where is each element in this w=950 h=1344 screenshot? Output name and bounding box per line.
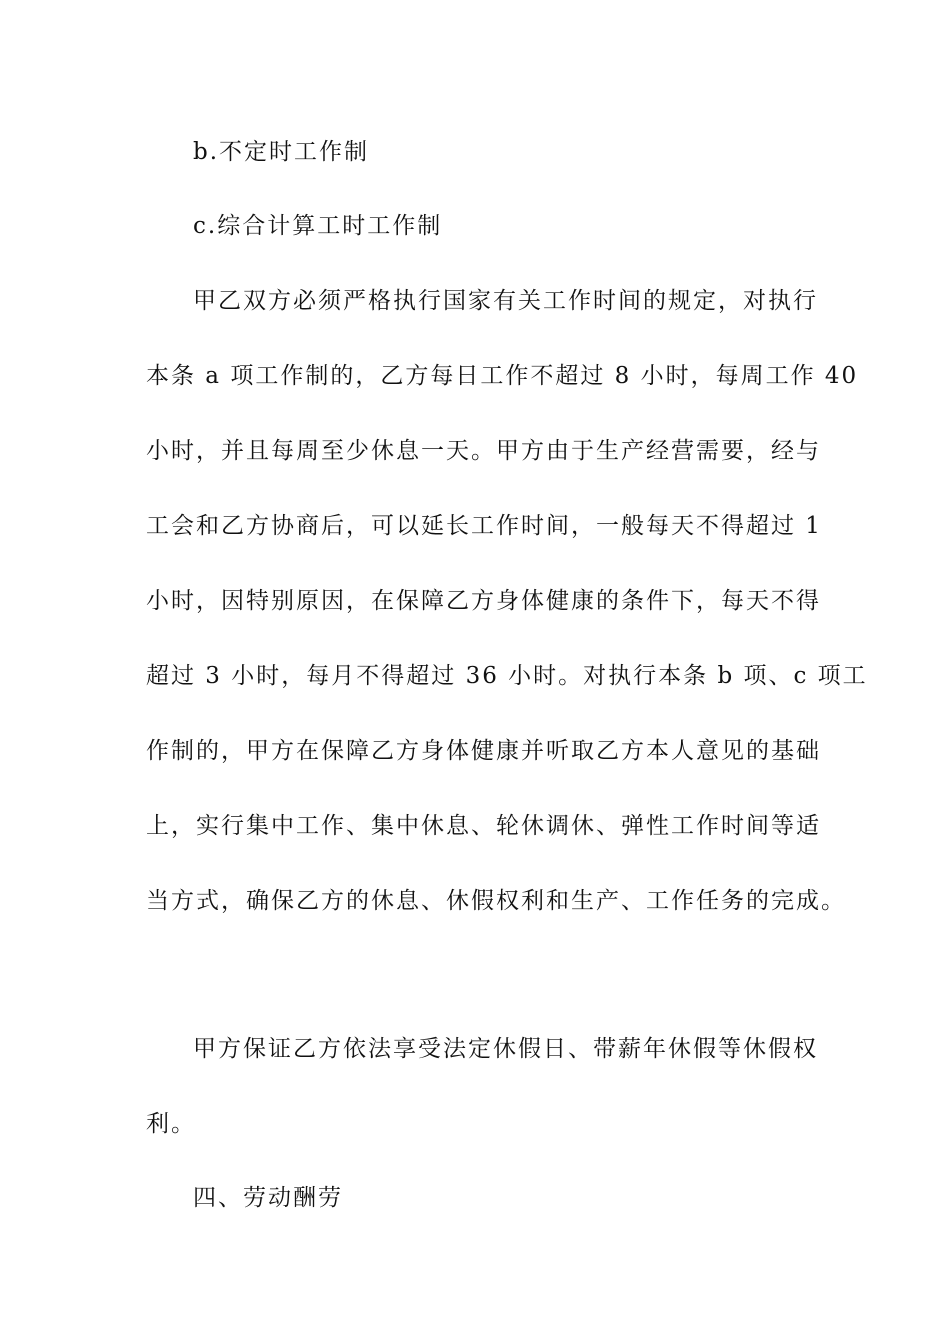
paragraph-line-3: 甲乙双方必须严格执行国家有关工作时间的规定，对执行 [193, 288, 818, 314]
paragraph-line-5: 小时，并且每周至少休息一天。甲方由于生产经营需要，经与 [146, 438, 821, 464]
paragraph-line-2: c.综合计算工时工作制 [193, 213, 443, 239]
paragraph-line-4: 本条 a 项工作制的，乙方每日工作不超过 8 小时，每周工作 40 [146, 363, 859, 389]
paragraph-line-10: 上，实行集中工作、集中休息、轮休调休、弹性工作时间等适 [146, 813, 821, 839]
paragraph-line-12: 甲方保证乙方依法享受法定休假日、带薪年休假等休假权 [193, 1036, 818, 1062]
paragraph-line-8: 超过 3 小时，每月不得超过 36 小时。对执行本条 b 项、c 项工 [146, 663, 868, 689]
section-heading: 四、劳动酬劳 [193, 1185, 343, 1211]
paragraph-line-7: 小时，因特别原因，在保障乙方身体健康的条件下，每天不得 [146, 588, 821, 614]
paragraph-line-11: 当方式，确保乙方的休息、休假权利和生产、工作任务的完成。 [146, 888, 846, 914]
paragraph-line-1: b.不定时工作制 [193, 139, 370, 165]
paragraph-line-13: 利。 [146, 1111, 196, 1137]
paragraph-line-6: 工会和乙方协商后，可以延长工作时间，一般每天不得超过 1 [146, 513, 822, 539]
paragraph-line-9: 作制的，甲方在保障乙方身体健康并听取乙方本人意见的基础 [146, 738, 821, 764]
